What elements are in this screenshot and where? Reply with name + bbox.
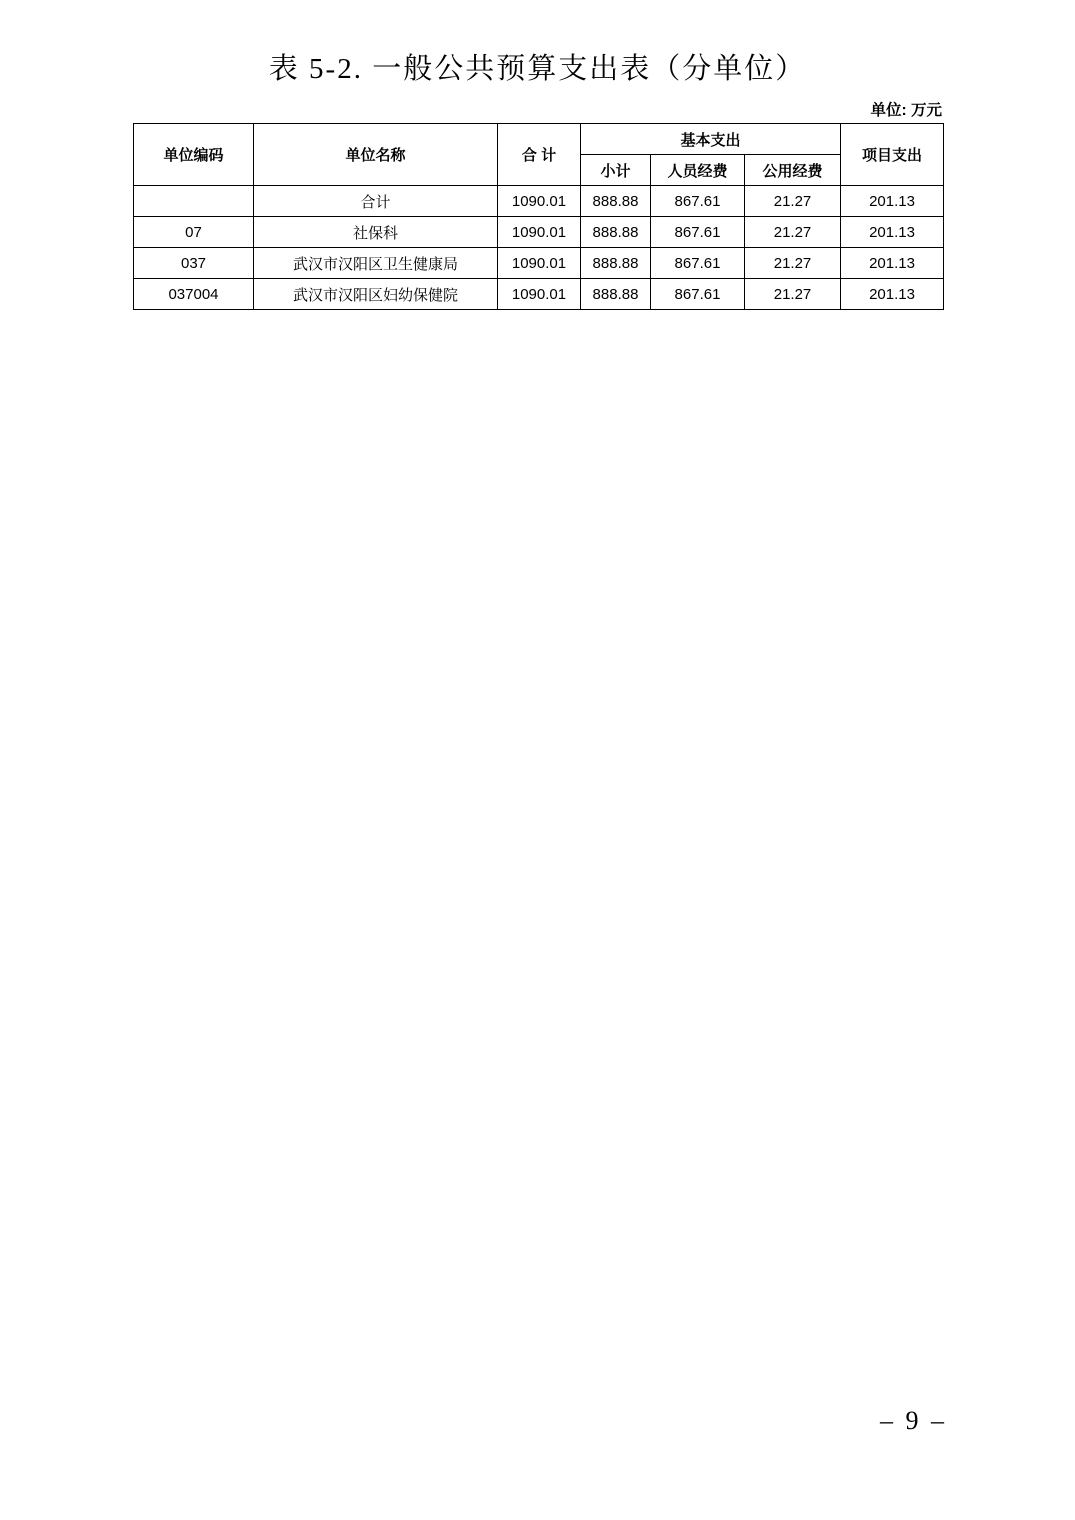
table-header (134, 124, 944, 186)
cell-project: 201.13 (841, 217, 944, 248)
cell-personnel: 867.61 (651, 217, 745, 248)
cell-public: 21.27 (745, 248, 841, 279)
table-body (134, 186, 944, 310)
page-number: – 9 – (880, 1406, 947, 1435)
table-row (134, 186, 944, 217)
cell-public: 21.27 (745, 279, 841, 310)
cell-subtotal: 888.88 (581, 279, 651, 310)
cell-unit-name: 合计 (254, 186, 498, 217)
unit-note: 单位: 万元 (870, 102, 942, 119)
cell-project: 201.13 (841, 186, 944, 217)
cell-project: 201.13 (841, 248, 944, 279)
cell-unit-code: 07 (134, 217, 254, 248)
cell-personnel: 867.61 (651, 186, 745, 217)
column-header-subtotal: 小计 (581, 155, 651, 186)
cell-total: 1090.01 (498, 248, 581, 279)
column-header-unit-name: 单位名称 (254, 124, 498, 186)
cell-subtotal: 888.88 (581, 217, 651, 248)
column-header-total: 合 计 (498, 124, 581, 186)
cell-project: 201.13 (841, 279, 944, 310)
cell-unit-name: 武汉市汉阳区妇幼保健院 (254, 279, 498, 310)
table-row (134, 217, 944, 248)
column-header-basic-expenditure: 基本支出 (581, 124, 841, 155)
cell-total: 1090.01 (498, 279, 581, 310)
cell-unit-code: 037004 (134, 279, 254, 310)
cell-subtotal: 888.88 (581, 248, 651, 279)
cell-unit-code (134, 186, 254, 217)
cell-total: 1090.01 (498, 186, 581, 217)
cell-unit-name: 社保科 (254, 217, 498, 248)
table-row (134, 248, 944, 279)
cell-public: 21.27 (745, 186, 841, 217)
column-header-project-expenditure: 项目支出 (841, 124, 944, 186)
cell-personnel: 867.61 (651, 279, 745, 310)
cell-unit-name: 武汉市汉阳区卫生健康局 (254, 248, 498, 279)
column-header-public-expense: 公用经费 (745, 155, 841, 186)
cell-total: 1090.01 (498, 217, 581, 248)
page-title: 表 5-2. 一般公共预算支出表（分单位） (268, 53, 807, 85)
cell-subtotal: 888.88 (581, 186, 651, 217)
column-header-unit-code: 单位编码 (134, 124, 254, 186)
column-header-personnel-expense: 人员经费 (651, 155, 745, 186)
table-header-row-1 (134, 124, 944, 155)
budget-expenditure-table (133, 123, 944, 310)
cell-personnel: 867.61 (651, 248, 745, 279)
cell-public: 21.27 (745, 217, 841, 248)
table-row (134, 279, 944, 310)
cell-unit-code: 037 (134, 248, 254, 279)
